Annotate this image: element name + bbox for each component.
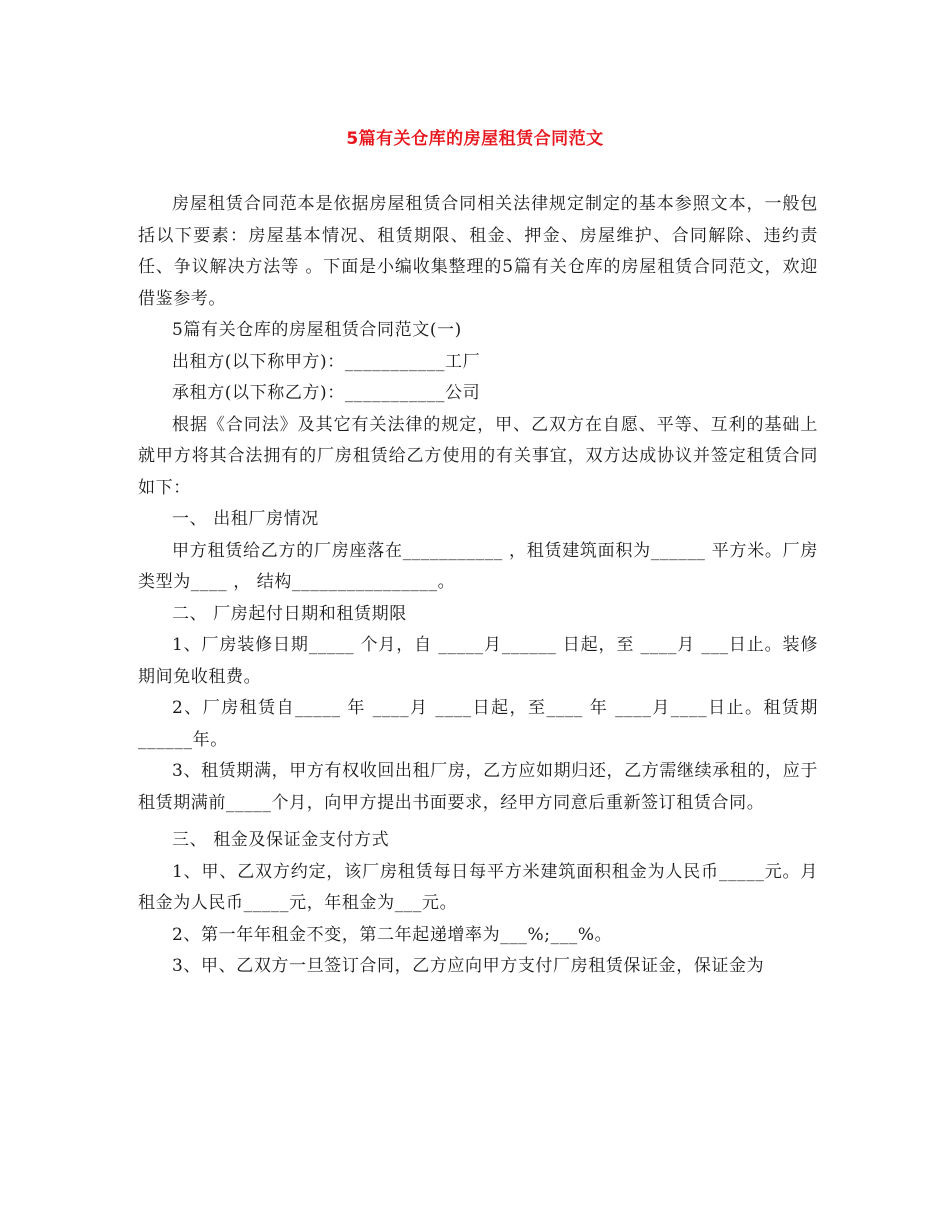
paragraph-clause-2-item-1: 1、厂房装修日期_____ 个月，自 _____月______ 日起，至 ____月 ___日止。装修期间免收租费。 bbox=[138, 635, 818, 687]
paragraph-clause-2-heading: 二、 厂房起付日期和租赁期限 bbox=[172, 603, 407, 624]
document-body bbox=[138, 189, 818, 983]
paragraph-clause-3-item-3: 3、甲、乙双方一旦签订合同，乙方应向甲方支付厂房租赁保证金，保证金为 bbox=[172, 956, 765, 976]
paragraph-clause-3-item-1: 1、甲、乙双方约定，该厂房租赁每日每平方米建筑面积租金为人民币_____元。月租金为人民币_____元，年租金为___元。 bbox=[138, 861, 818, 913]
paragraph-clause-2-item-2: 2、厂房租赁自_____ 年 ____月 ____日起，至____ 年 ____月____日止。租赁期______年。 bbox=[138, 698, 818, 750]
paragraph-lessee: 承租方(以下称乙方)：___________公司 bbox=[172, 383, 481, 403]
document-title: 5篇有关仓库的房屋租赁合同范文 bbox=[346, 129, 604, 149]
paragraph-clause-2-item-3: 3、租赁期满，甲方有权收回出租厂房，乙方应如期归还，乙方需继续承租的，应于租赁期满前_____个月，向甲方提出书面要求，经甲方同意后重新签订租赁合同。 bbox=[138, 761, 818, 813]
paragraph-basis: 根据《合同法》及其它有关法律的规定，甲、乙双方在自愿、平等、互利的基础上就甲方将其合法拥有的厂房租赁给乙方使用的有关事宜，双方达成协议并签定租赁合同如下： bbox=[138, 414, 818, 498]
paragraph-lessor: 出租方(以下称甲方)：___________工厂 bbox=[172, 351, 481, 372]
paragraph-clause-1-heading: 一、 出租厂房情况 bbox=[172, 509, 319, 529]
paragraph-clause-1-body: 甲方租赁给乙方的厂房座落在___________ ，租赁建筑面积为______ 平方米。厂房类型为____ ， 结构________________。 bbox=[138, 540, 818, 592]
paragraph-intro: 房屋租赁合同范本是依据房屋租赁合同相关法律规定制定的基本参照文本，一般包括以下要素：房屋基本情况、租赁期限、租金、押金、房屋维护、合同解除、违约责任、争议解决方法等 。下面是小编收集整理的5篇有关仓库的房屋租赁合同范文，欢迎借鉴参考。 bbox=[138, 194, 818, 309]
paragraph-clause-3-heading: 三、 租金及保证金支付方式 bbox=[172, 830, 390, 850]
paragraph-section-heading: 5篇有关仓库的房屋租赁合同范文(一) bbox=[172, 320, 462, 340]
paragraph-clause-3-item-2: 2、第一年年租金不变，第二年起递增率为___%;___%。 bbox=[172, 924, 613, 945]
